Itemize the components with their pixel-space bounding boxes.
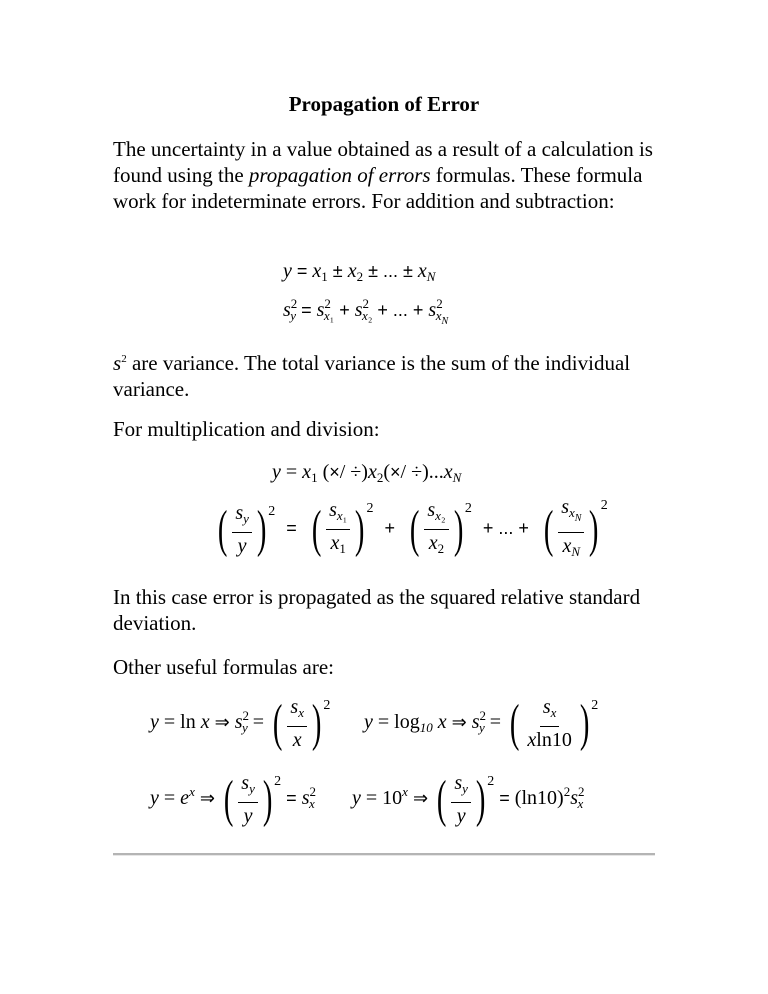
page-title: Propagation of Error (288, 92, 480, 116)
formula-addition: $y = x_1 \pm x_2$ ± ... ± $x_N$ (283, 260, 436, 284)
intro-text-before: The uncertainty in a value obtained as a result of a calculation is found using the (113, 137, 653, 187)
variance-paragraph (113, 346, 658, 402)
variance-text: are variance. The total variance is the sum of the individual variance. (113, 351, 631, 401)
formula-multiplication: $y = x_1$ (×/ $\div)x_2(\times/ \div)...x_N$ (272, 461, 462, 485)
formula-addition-variance: $s^2_y = s^2_{x_1} + s^2_{x_2}$ + ... + $s^2_{x_N}$ (283, 296, 449, 327)
formula-exp: $y = e^x$ ⇒ ( $\frac{s_y}{y}$ ) 2 = $s^2_x$ (150, 770, 316, 828)
multiplication-note: In this case error is propagated as the squared relative standard deviation. (113, 585, 641, 635)
formula-multiplication-relative: ( $\frac{s_y}{y}$ ) 2 = ( $\frac{s_{x_1}}{x_1}$ ) 2 + ( $\frac{s_{x_2}}{x_2}$ ) 2 + ... + ( $\frac{s_{x_N}}{x_N}$ ) 2 (217, 496, 608, 559)
intro-emphasis: propagation of errors (248, 163, 431, 187)
variance-symbol-exponent: 2 (121, 353, 127, 365)
horizontal-rule-highlight (113, 855, 655, 856)
variance-symbol: s (113, 351, 122, 375)
intro-paragraph (113, 136, 658, 214)
intro-text-after: formulas. These formula work for indeterminate errors. For addition and subtraction: (113, 163, 643, 213)
formula-ln: y = ln x ⇒ $s^2_y$ = ( $\frac{s_x}{x}$ ) 2 (150, 694, 331, 752)
formula-log10: $y = \log_{10} x$ ⇒ $s^2_y$ = ( $\frac{s_x}{xln10}$ ) 2 (364, 694, 599, 752)
formula-pow10: $y = 10^x$ ⇒ ( $\frac{s_y}{y}$ ) 2 = $(\ln 10)^2s^2_x$ (352, 770, 585, 828)
multiplication-heading: For multiplication and division: (113, 417, 380, 441)
other-formulas-heading: Other useful formulas are: (113, 655, 335, 679)
